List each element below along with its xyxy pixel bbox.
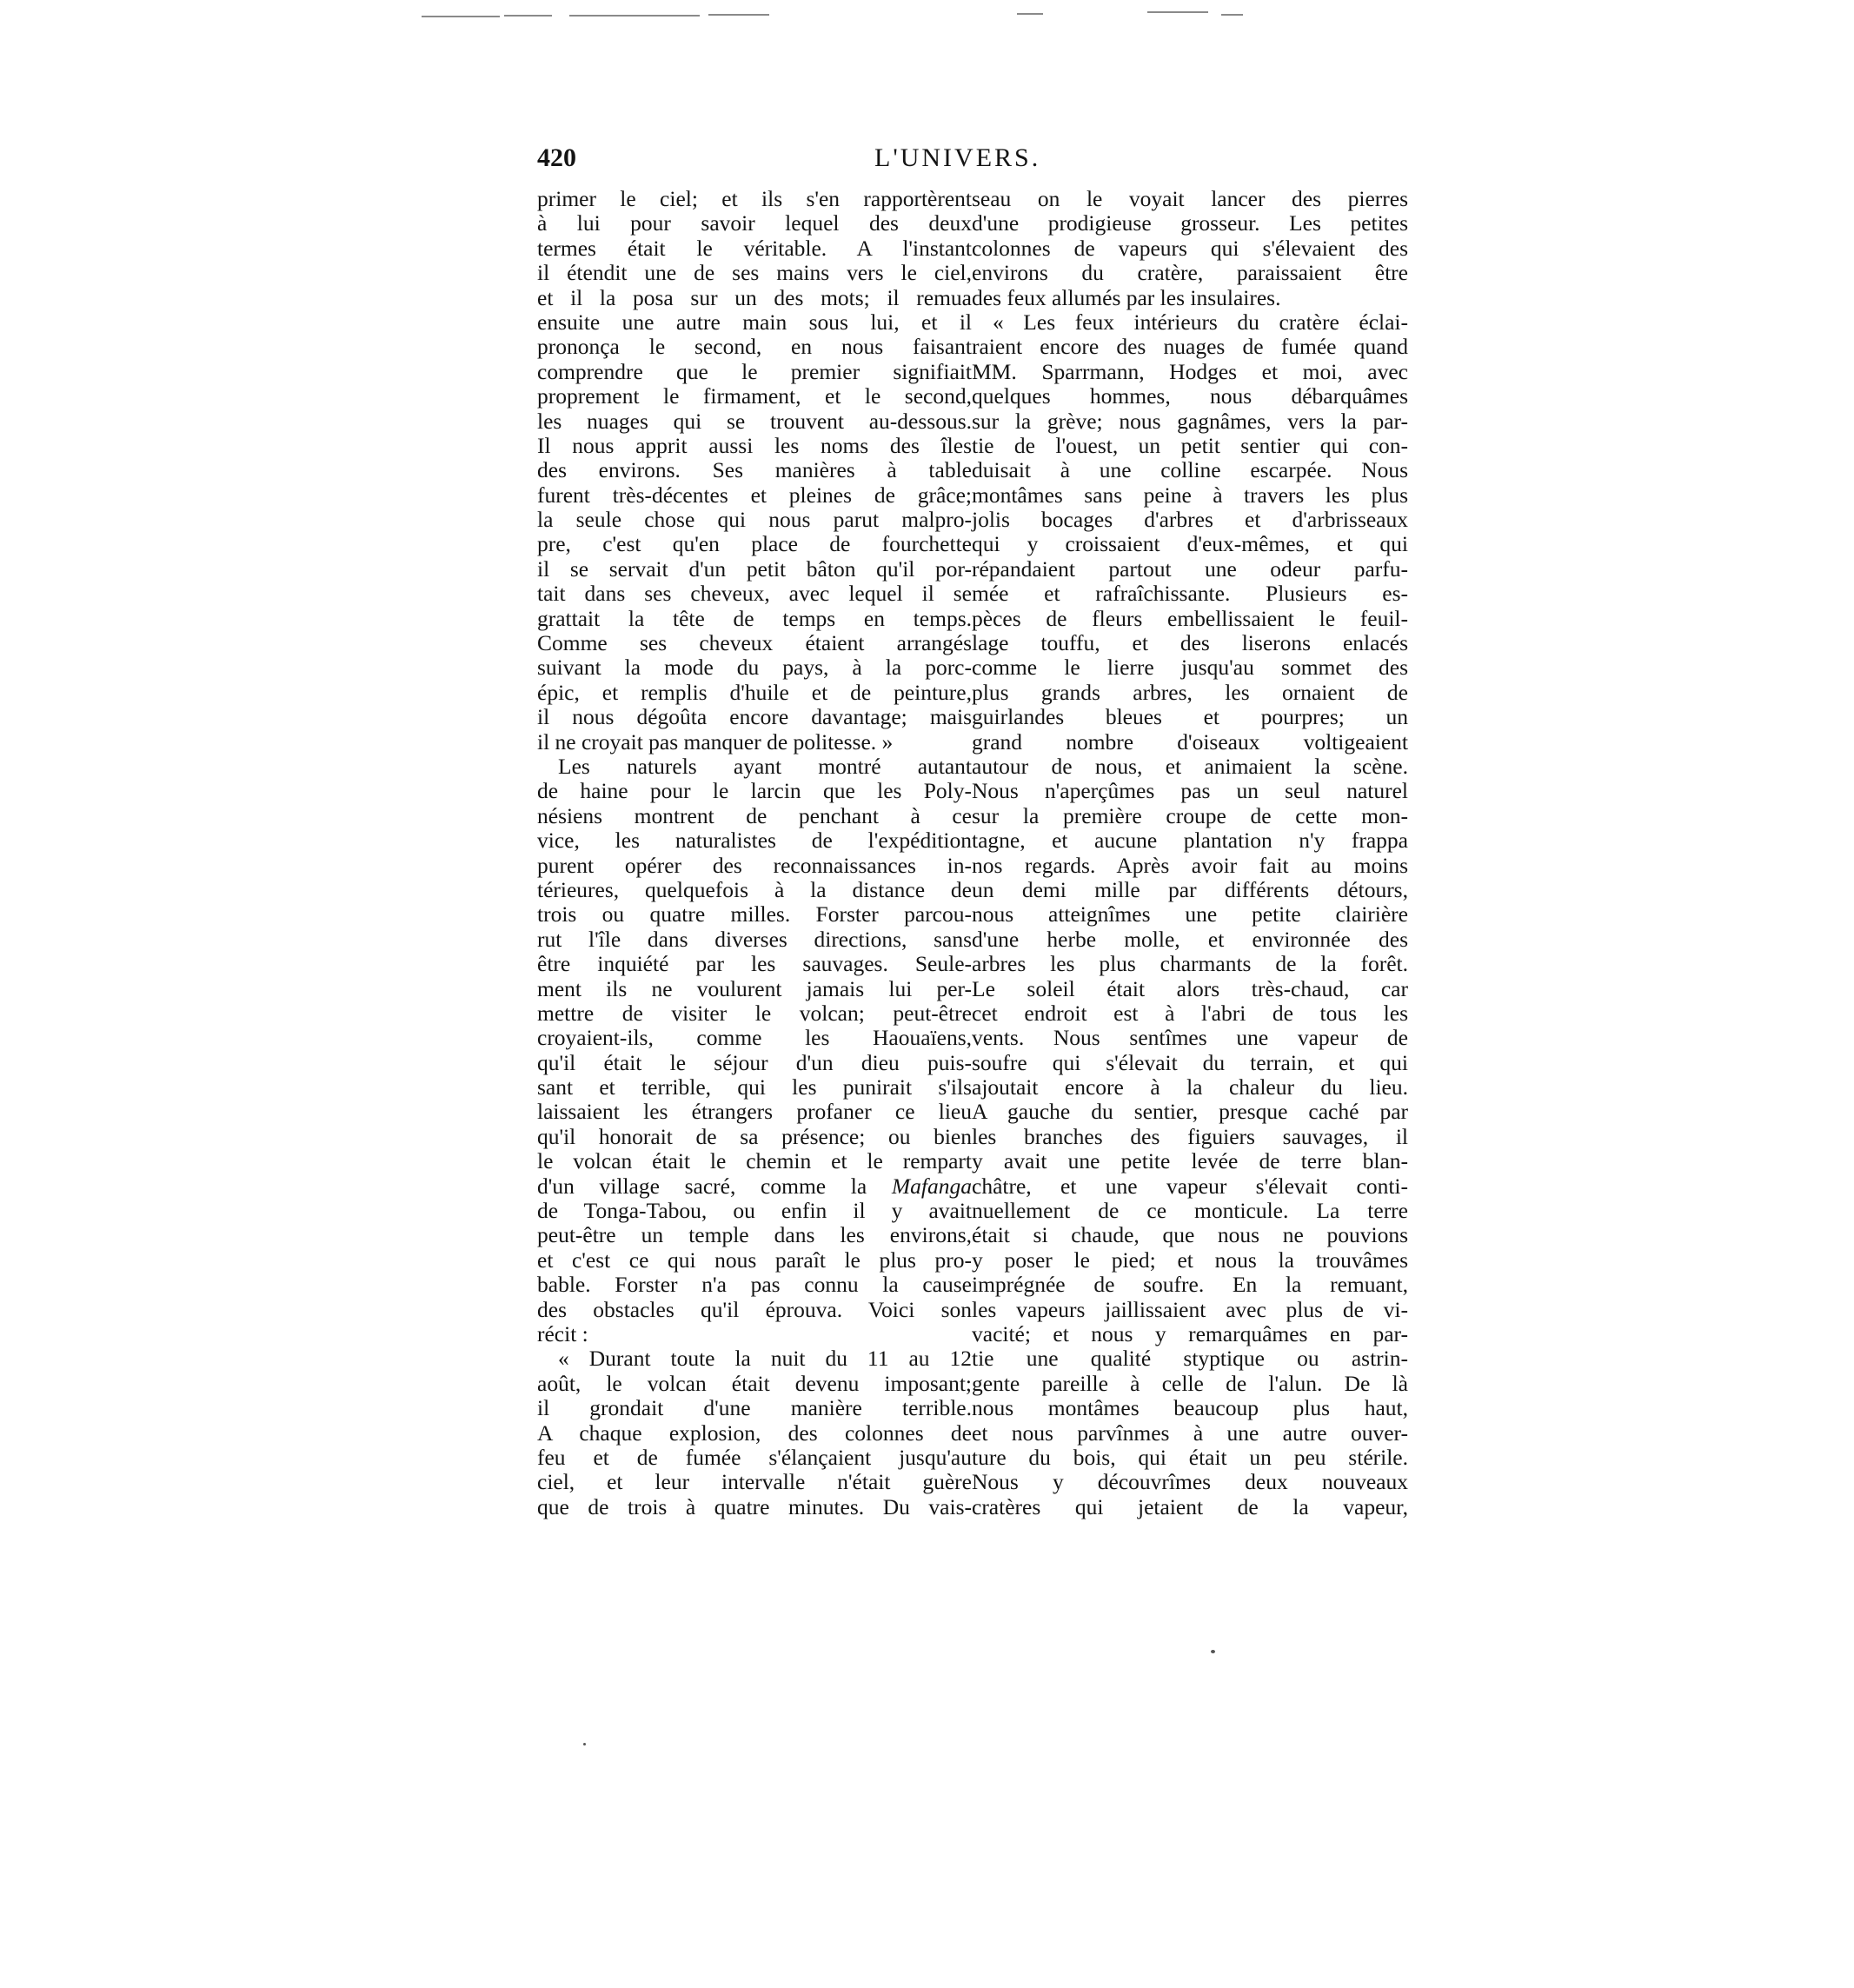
text-line: ture du bois, qui était un peu stérile. (972, 1444, 1408, 1470)
text-line: tagne, et aucune plantation n'y frappa (972, 828, 1408, 854)
text-line: ensuite une autre main sous lui, et il (537, 309, 972, 335)
scan-artifact-line (504, 15, 552, 17)
text-line: trois ou quatre milles. Forster parcou- (537, 901, 972, 928)
scan-speck (583, 1743, 586, 1745)
text-line: qu'il était le séjour d'un dieu puis- (537, 1049, 972, 1075)
text-line: comme le lierre jusqu'au sommet des (972, 655, 1408, 681)
text-line: furent très-décentes et pleines de grâce; (537, 482, 972, 508)
text-line: août, le volcan était devenu imposant; (537, 1370, 972, 1396)
text-line: il étendit une de ses mains vers le ciel, (537, 260, 972, 286)
text-line: un demi mille par différents détours, (972, 876, 1408, 902)
text-line: Le soleil était alors très-chaud, car (972, 975, 1408, 1001)
text-line: vents. Nous sentîmes une vapeur de (972, 1025, 1408, 1051)
text-line: nuellement de ce monticule. La terre (972, 1198, 1408, 1224)
text-line: laissaient les étrangers profaner ce lieu (537, 1099, 972, 1125)
text-line: de haine pour le larcin que les Poly- (537, 778, 972, 804)
page-number: 420 (537, 143, 576, 172)
text-line: suivant la mode du pays, à la porc- (537, 655, 972, 681)
text-line: des environs. Ses manières à table (537, 457, 972, 483)
text-line: primer le ciel; et ils s'en rapportèrent (537, 186, 972, 211)
text-line: nous atteignîmes une petite clairière (972, 901, 1408, 928)
text-line: « Les feux intérieurs du cratère éclai- (993, 309, 1408, 335)
text-line: quelques hommes, nous débarquâmes (972, 383, 1408, 409)
text-line: termes était le véritable. A l'instant (537, 235, 972, 261)
text-column-right (972, 187, 1408, 1519)
text-line: rut l'île dans diverses directions, sans (537, 926, 972, 952)
text-line: et c'est ce qui nous paraît le plus pro- (537, 1247, 972, 1273)
text-line: châtre, et une vapeur s'élevait conti- (972, 1173, 1408, 1199)
text-line: sur la première croupe de cette mon- (972, 802, 1408, 828)
text-line: répandaient partout une odeur parfu- (972, 555, 1408, 582)
text-line: nous montâmes beaucoup plus haut, (972, 1395, 1408, 1421)
text-line: imprégnée de soufre. En la remuant, (972, 1272, 1408, 1298)
text-line: que de trois à quatre minutes. Du vais- (537, 1493, 972, 1519)
text-line: montâmes sans peine à travers les plus (972, 482, 1408, 508)
text-line: d'une herbe molle, et environnée des (972, 926, 1408, 952)
text-line: duisait à une colline escarpée. Nous (972, 457, 1408, 483)
scan-artifact-line (1147, 11, 1208, 13)
text-line: croyaient-ils, comme les Haouaïens, (537, 1025, 972, 1051)
text-line: tait dans ses cheveux, avec lequel il se (537, 581, 972, 607)
text-line: bable. Forster n'a pas connu la cause (537, 1272, 972, 1298)
text-line: des obstacles qu'il éprouva. Voici son (537, 1296, 972, 1322)
running-title: L'UNIVERS. (874, 143, 1041, 172)
text-line: de Tonga-Tabou, ou enfin il y avait (537, 1198, 972, 1224)
text-line: nésiens montrent de penchant à ce (537, 802, 972, 828)
text-line: le volcan était le chemin et le rempart (537, 1148, 972, 1174)
text-line: il grondait d'une manière terrible. (537, 1395, 972, 1421)
scan-speck (1211, 1650, 1215, 1653)
text-line: guirlandes bleues et pourpres; un (972, 704, 1408, 730)
page-header (537, 143, 1041, 178)
text-line: pre, c'est qu'en place de fourchette (537, 531, 972, 557)
text-line: prononça le second, en nous faisant (537, 334, 972, 360)
text-line: mettre de visiter le volcan; peut-être (537, 1000, 972, 1026)
text-line: Nous n'aperçûmes pas un seul naturel (972, 778, 1408, 804)
text-line: environs du cratère, paraissaient être (972, 260, 1408, 286)
text-line: lage touffu, et des liserons enlacés (972, 630, 1408, 656)
scan-artifact-line (569, 15, 700, 17)
text-line: MM. Sparrmann, Hodges et moi, avec (972, 358, 1408, 384)
scan-artifact-line (708, 14, 769, 16)
text-line: être inquiété par les sauvages. Seule- (537, 951, 972, 977)
text-line: sur la grève; nous gagnâmes, vers la par- (972, 408, 1408, 434)
text-line: y poser le pied; et nous la trouvâmes (972, 1247, 1408, 1273)
text-line: gente pareille à celle de l'alun. De là (972, 1370, 1408, 1396)
text-line: A chaque explosion, des colonnes de (537, 1420, 972, 1446)
text-line: il nous dégoûta encore davantage; mais (537, 704, 972, 730)
text-line: pèces de fleurs embellissaient le feuil- (972, 605, 1408, 631)
text-line: proprement le firmament, et le second, (537, 383, 972, 409)
text-line: jolis bocages d'arbres et d'arbrisseaux (972, 507, 1408, 533)
text-line: vacité; et nous y remarquâmes en par- (972, 1320, 1408, 1346)
text-line: épic, et remplis d'huile et de peinture, (537, 679, 972, 705)
text-line: à lui pour savoir lequel des deux (537, 210, 972, 236)
text-line: cet endroit est à l'abri de tous les (972, 1000, 1408, 1026)
text-column-left (537, 187, 972, 1519)
text-line: vice, les naturalistes de l'expédition (537, 828, 972, 854)
text-line: Il nous apprit aussi les noms des îles (537, 432, 972, 458)
text-line: et nous parvînmes à une autre ouver- (972, 1420, 1408, 1446)
scan-artifact-line (1017, 13, 1043, 15)
text-line: les vapeurs jaillissaient avec plus de vi- (972, 1296, 1408, 1322)
text-line: A gauche du sentier, presque caché par (972, 1099, 1408, 1125)
text-line: purent opérer des reconnaissances in- (537, 852, 972, 878)
text-line: térieures, quelquefois à la distance de (537, 876, 972, 902)
text-line: qui y croissaient d'eux-mêmes, et qui (972, 531, 1408, 557)
text-line: cratères qui jetaient de la vapeur, (972, 1493, 1408, 1519)
scan-artifact-line (1221, 14, 1243, 16)
text-line: autour de nous, et animaient la scène. (972, 753, 1408, 779)
text-line: grattait la tête de temps en temps. (537, 605, 972, 631)
text-line: la seule chose qui nous parut malpro- (537, 507, 972, 533)
text-line: d'une prodigieuse grosseur. Les petites (972, 210, 1408, 236)
scan-artifact-line (422, 16, 500, 17)
text-line: et il la posa sur un des mots; il remua (537, 284, 972, 310)
text-line: soufre qui s'élevait du terrain, et qui (972, 1049, 1408, 1075)
text-line: récit : (537, 1320, 588, 1346)
text-line: raient encore des nuages de fumée quand (972, 334, 1408, 360)
text-line: plus grands arbres, les ornaient de (972, 679, 1408, 705)
text-line: arbres les plus charmants de la forêt. (972, 951, 1408, 977)
text-line: d'un village sacré, comme la Mafanga (537, 1173, 972, 1199)
text-line: sant et terrible, qui les punirait s'ils (537, 1074, 972, 1100)
text-line: les branches des figuiers sauvages, il (972, 1123, 1408, 1149)
text-line: les nuages qui se trouvent au-dessous. (537, 408, 972, 434)
text-line: ajoutait encore à la chaleur du lieu. (972, 1074, 1408, 1100)
text-line: colonnes de vapeurs qui s'élevaient des (972, 235, 1408, 261)
text-line: peut-être un temple dans les environs, (537, 1222, 972, 1248)
text-line: ment ils ne voulurent jamais lui per- (537, 975, 972, 1001)
text-line: seau on le voyait lancer des pierres (972, 186, 1408, 211)
text-line: grand nombre d'oiseaux voltigeaient (972, 728, 1408, 755)
text-line: était si chaude, que nous ne pouvions (972, 1222, 1408, 1248)
text-line: feu et de fumée s'élançaient jusqu'au (537, 1444, 972, 1470)
text-line: il se servait d'un petit bâton qu'il por- (537, 555, 972, 582)
text-line: Les naturels ayant montré autant (558, 753, 972, 779)
text-line: comprendre que le premier signifiait (537, 358, 972, 384)
text-line: mée et rafraîchissante. Plusieurs es- (972, 581, 1408, 607)
text-line: tie une qualité styptique ou astrin- (972, 1346, 1408, 1372)
text-line: des feux allumés par les insulaires. (972, 284, 1281, 310)
text-line: Nous y découvrîmes deux nouveaux (972, 1469, 1408, 1495)
text-line: « Durant toute la nuit du 11 au 12 (558, 1346, 972, 1372)
text-line: tie de l'ouest, un petit sentier qui con- (972, 432, 1408, 458)
text-line: qu'il honorait de sa présence; ou bien (537, 1123, 972, 1149)
text-line: Comme ses cheveux étaient arrangés (537, 630, 972, 656)
text-line: il ne croyait pas manquer de politesse. » (537, 728, 894, 755)
text-line: ciel, et leur intervalle n'était guère (537, 1469, 972, 1495)
text-line: y avait une petite levée de terre blan- (972, 1148, 1408, 1174)
text-line: nos regards. Après avoir fait au moins (972, 852, 1408, 878)
